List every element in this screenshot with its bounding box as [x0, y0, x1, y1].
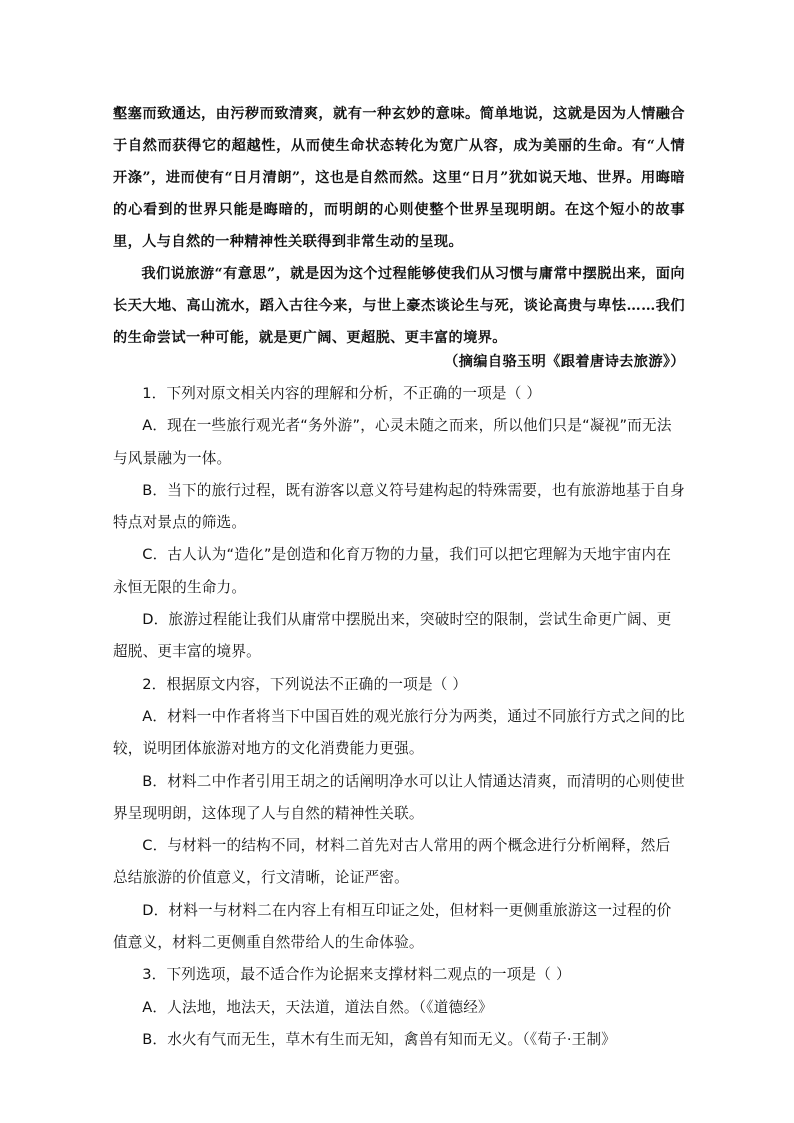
- question-2-option-c: C．与材料一的结构不同，材料二首先对古人常用的两个概念进行分析阐释，然后总结旅游的价值意义，行文清晰，论证严密。: [113, 837, 671, 887]
- passage-paragraph-1: 壑塞而致通达，由污秽而致清爽，就有一种玄妙的意味。简单地说，这就是因为人情融合于自然而获得它的超越性，从而使生命状态转化为宽广从容，成为美丽的生命。有“人情开涤”，进而使有“日月清朗”，这也是自然而然。这里“日月”犹如说天地、世界。用晦暗的心看到的世界只能是晦暗的，而明朗的心则使整个世界呈现明朗。在这个短小的故事里，人与自然的一种精神性关联得到非常生动的呈现。: [113, 106, 685, 250]
- question-2-option-d: D．材料一与材料二在内容上有相互印证之处，但材料一更侧重旅游这一过程的价值意义，材料二更侧重自然带给人的生命体验。: [113, 901, 672, 952]
- question-1-stem: 1．下列对原文相关内容的理解和分析，不正确的一项是（ ）: [142, 385, 542, 402]
- question-1-option-a: A．现在一些旅行观光者“务外游”，心灵未随之而来，所以他们只是“凝视”而无法与风景融为一体。: [113, 417, 672, 467]
- passage-source: （摘编自骆玉明《跟着唐诗去旅游》）: [444, 354, 685, 370]
- question-2-stem: 2．根据原文内容，下列说法不正确的一项是（ ）: [142, 675, 468, 693]
- passage-text: [113, 98, 685, 354]
- question-3-option-a: A．人法地，地法天，天法道，道法自然。（《道德经》: [142, 998, 493, 1016]
- passage-paragraph-2: 我们说旅游“有意思”，就是因为这个过程能够使我们从习惯与庸常中摆脱出来，面向长天大地、高山流水，蹈入古往今来，与世上豪杰谈论生与死，谈论高贵与卑怯……我们的生命尝试一种可能，就是更广阔、更超脱、更丰富的境界。: [113, 266, 685, 346]
- questions-section: [113, 378, 685, 1056]
- question-2-option-b: B．材料二中作者引用王胡之的话阐明净水可以让人情通达清爽，而清明的心则使世界呈现明朗，这体现了人与自然的精神性关联。: [113, 772, 685, 822]
- question-3-option-b: B．水火有气而无生，草木有生而无知，禽兽有知而无义。（《荀子·王制》: [142, 1030, 617, 1048]
- question-3-stem: 3．下列选项，最不适合作为论据来支撑材料二观点的一项是（ ）: [142, 966, 571, 984]
- question-1-option-b: B．当下的旅行过程，既有游客以意义符号建构起的特殊需要，也有旅游地基于自身特点对景点的筛选。: [113, 481, 685, 532]
- question-1-option-c: C．古人认为“造化”是创造和化育万物的力量，我们可以把它理解为天地宇宙内在永恒无限的生命力。: [113, 546, 672, 596]
- question-1-option-d: D．旅游过程能让我们从庸常中摆脱出来，突破时空的限制，尝试生命更广阔、更超脱、更丰富的境界。: [113, 611, 672, 661]
- question-2-option-a: A．材料一中作者将当下中国百姓的观光旅行分为两类，通过不同旅行方式之间的比较，说明团体旅游对地方的文化消费能力更强。: [113, 707, 685, 758]
